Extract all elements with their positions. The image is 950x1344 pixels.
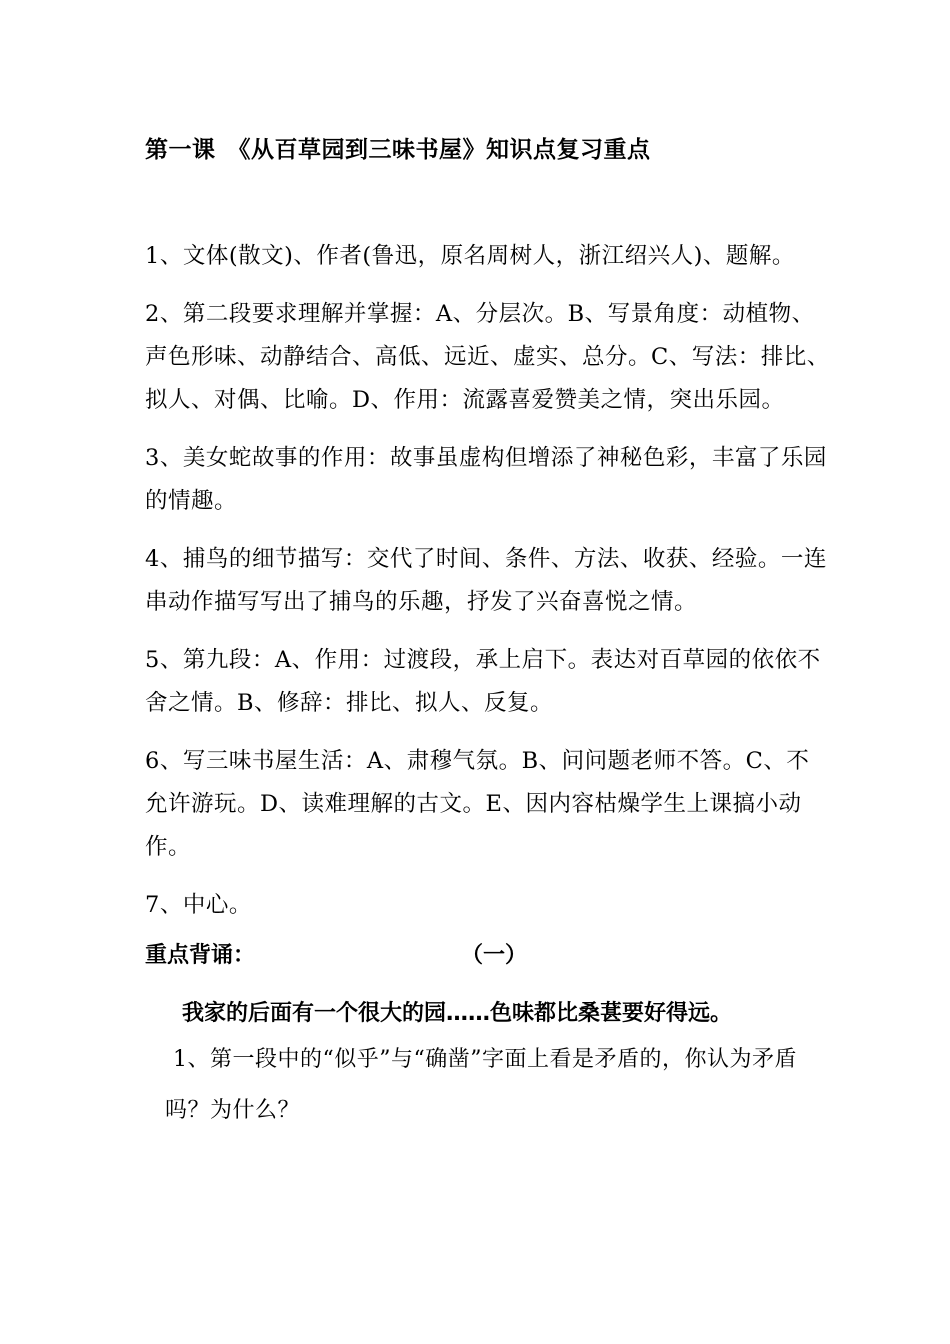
review-point-6: 6、写三味书屋生活：A、肃穆气氛。B、问问题老师不答。C、不允许游玩。D、读难理解的古文。E、因内容枯燥学生上课搞小动作。: [145, 748, 810, 860]
recitation-passage: 我家的后面有一个很大的园……色味都比桑葚要好得远。: [182, 1001, 733, 1026]
review-point-3: 3、美女蛇故事的作用：故事虽虚构但增添了神秘色彩，丰富了乐园的情趣。: [145, 445, 827, 514]
recitation-label: 重点背诵：: [145, 943, 256, 968]
review-point-2: 2、第二段要求理解并掌握：A、分层次。B、写景角度：动植物、声色形味、动静结合、高低、远近、虚实、总分。C、写法：排比、拟人、对偶、比喻。D、作用：流露喜爱赞美之情，突出乐园。: [145, 301, 830, 413]
review-point-5: 5、第九段：A、作用：过渡段，承上启下。表达对百草园的依依不舍之情。B、修辞：排比、拟人、反复。: [145, 647, 821, 716]
lesson-title: 第一课 《从百草园到三味书屋》知识点复习重点: [145, 137, 651, 163]
question-1: 1、第一段中的“似乎”与“确凿”字面上看是矛盾的，你认为矛盾吗？为什么？: [165, 1047, 797, 1123]
review-points: [145, 235, 830, 942]
review-point-1: 1、文体(散文)、作者(鲁迅，原名周树人，浙江绍兴人)、题解。: [145, 243, 795, 269]
recitation-number: （一）: [461, 943, 528, 968]
review-point-7: 7、中心。: [145, 892, 252, 918]
recitation-section-heading: [145, 936, 825, 976]
review-point-4: 4、捕鸟的细节描写：交代了时间、条件、方法、收获、经验。一连串动作描写写出了捕鸟的乐趣，抒发了兴奋喜悦之情。: [145, 546, 827, 615]
